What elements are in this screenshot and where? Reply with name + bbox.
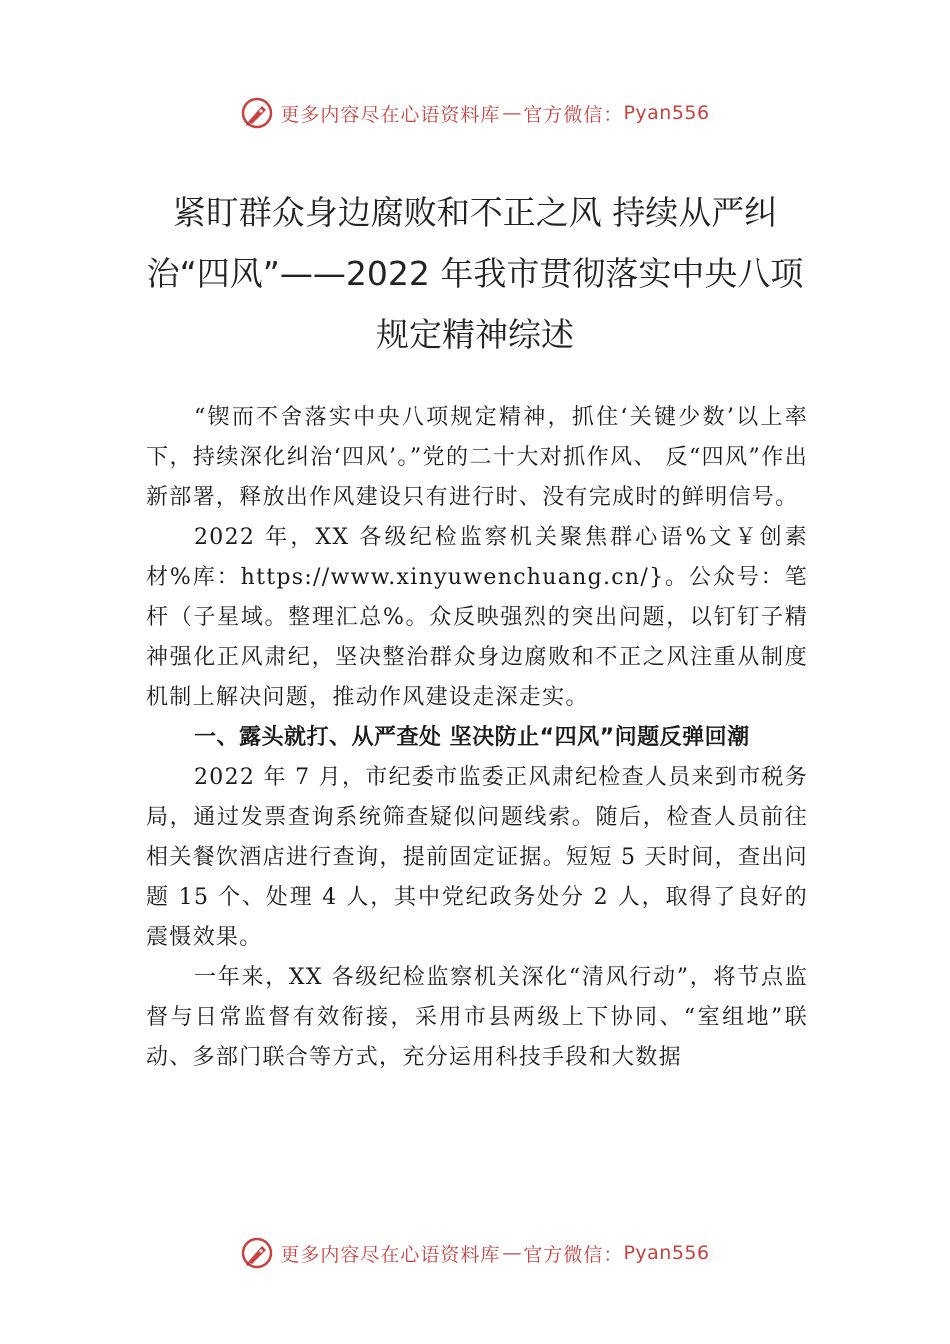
document-body [146,398,808,1078]
header-banner [0,96,950,130]
document-title: 紧盯群众身边腐败和不正之风 持续从严纠治“四风”——2022 年我市贯彻落实中央八项规定精神综述 [146,193,804,354]
banner-handle: Pyan556 [623,102,710,124]
banner-text: 更多内容尽在心语资料库 [280,1243,501,1266]
banner-handle: Pyan556 [623,1242,710,1264]
paragraph: 2022 年，XX 各级纪检监察机关聚焦群心语%文￥创素材%库：https://www.xinyuwenchuang.cn/}。公众号：笔杆（子星域。整理汇总%。众反映强烈的突出问题，以钉钉子精神强化正风肃纪，坚决整治群众身边腐败和不正之风注重从制度机制上解决问题，推动作风建设走深走实。 [146,525,808,710]
banner-separator: — [502,102,522,124]
pen-nib-logo-icon [240,1236,274,1270]
banner-text: 更多内容尽在心语资料库 [280,103,501,126]
banner-separator: — [502,1242,522,1264]
banner-wechat-label: 官方微信： [523,1243,624,1266]
footer-banner [0,1236,950,1270]
paragraph: 一年来，XX 各级纪检监察机关深化“清风行动”，将节点监督与日常监督有效衔接，采用市县两级上下协同、“室组地”联动、多部门联合等方式，充分运用科技手段和大数据 [146,965,808,1070]
paragraph: “锲而不舍落实中央八项规定精神，抓住‘关键少数’以上率下，持续深化纠治‘四风’。”党的二十大对抓作风、 反“四风”作出新部署，释放出作风建设只有进行时、没有完成时的鲜明信号。 [146,405,808,510]
banner-wechat-label: 官方微信： [523,103,624,126]
pen-nib-logo-icon [240,96,274,130]
section-heading: 一、露头就打、从严查处 坚决防止“四风”问题反弹回潮 [194,725,750,750]
paragraph: 2022 年 7 月，市纪委市监委正风肃纪检查人员来到市税务局，通过发票查询系统筛查疑似问题线索。随后，检查人员前往相关餐饮酒店进行查询，提前固定证据。短短 5 天时间，查出问题 15 个、处理 4 人，其中党纪政务处分 2 人，取得了良好的震慑效果。 [146,765,808,950]
